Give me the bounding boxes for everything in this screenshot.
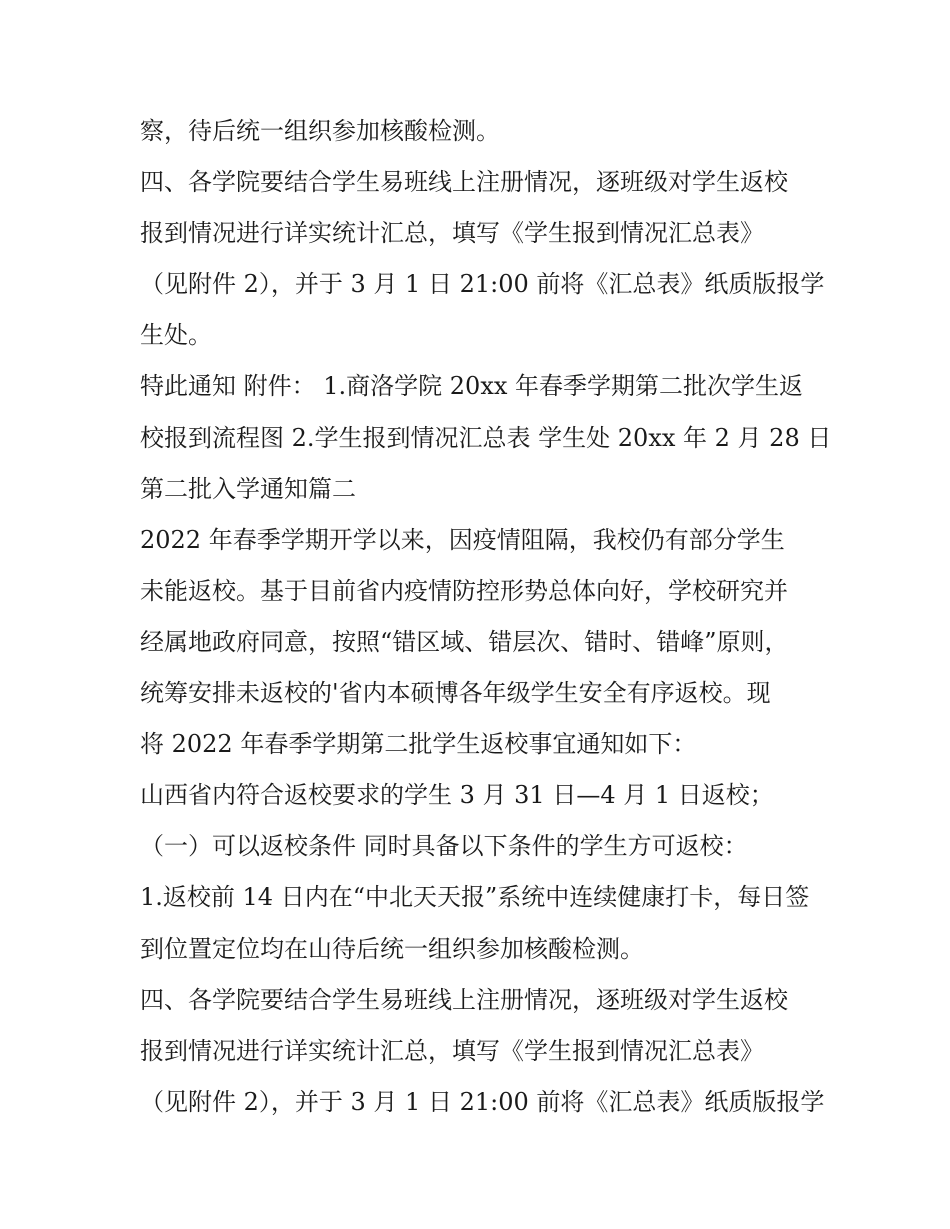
text-line: 察，待后统一组织参加核酸检测。: [140, 117, 500, 145]
text-line: 校报到流程图 2.学生报到情况汇总表 学生处 20xx 年 2 月 28 日: [140, 423, 832, 452]
text-line: 将 2022 年春季学期第二批学生返校事宜通知如下：: [140, 730, 697, 759]
text-line: 四、各学院要结合学生易班线上注册情况，逐班级对学生返校: [140, 985, 788, 1014]
text-line: 1.返校前 14 日内在“中北天天报”系统中连续健康打卡，每日签: [140, 883, 810, 912]
text-line: 报到情况进行详实统计汇总，填写《学生报到情况汇总表》: [140, 1036, 764, 1065]
text-line: 报到情况进行详实统计汇总，填写《学生报到情况汇总表》: [140, 219, 764, 248]
text-line: （一）可以返校条件 同时具备以下条件的学生方可返校：: [140, 832, 748, 861]
text-line: 统筹安排未返校的'省内本硕博各年级学生安全有序返校。现: [140, 679, 771, 708]
text-line: （见附件 2），并于 3 月 1 日 21:00 前将《汇总表》纸质版报学: [140, 1087, 825, 1116]
text-line: 2022 年春季学期开学以来，因疫情阻隔，我校仍有部分学生: [140, 525, 785, 554]
text-line: 特此通知 附件： 1.商洛学院 20xx 年春季学期第二批次学生返: [140, 372, 804, 401]
text-line: 未能返校。基于目前省内疫情防控形势总体向好，学校研究并: [140, 576, 788, 605]
text-line: 四、各学院要结合学生易班线上注册情况，逐班级对学生返校: [140, 168, 788, 197]
text-line: 生处。: [140, 321, 212, 350]
text-line: （见附件 2），并于 3 月 1 日 21:00 前将《汇总表》纸质版报学: [140, 270, 825, 299]
document-body: [140, 106, 832, 1128]
text-line: 到位置定位均在山待后统一组织参加核酸检测。: [140, 934, 644, 963]
text-line: 经属地政府同意，按照“错区域、错层次、错时、错峰”原则，: [140, 627, 789, 656]
text-line: 山西省内符合返校要求的学生 3 月 31 日—4 月 1 日返校；: [140, 781, 774, 810]
section-heading: 第二批入学通知篇二: [140, 474, 356, 503]
